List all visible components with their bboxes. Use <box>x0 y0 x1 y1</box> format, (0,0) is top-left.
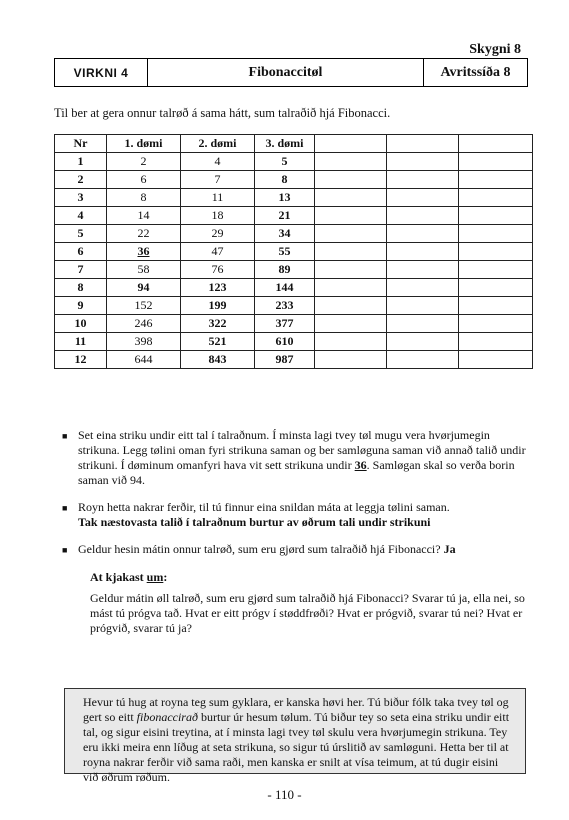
table-row <box>55 333 533 351</box>
value-cell: 21 <box>255 207 315 225</box>
empty-header <box>387 135 459 153</box>
value-cell: 2 <box>107 153 181 171</box>
col-header-2: 2. dømi <box>181 135 255 153</box>
value-cell: 246 <box>107 315 181 333</box>
empty-cell <box>315 297 387 315</box>
value-cell: 29 <box>181 225 255 243</box>
table-row <box>55 315 533 333</box>
value-cell: 58 <box>107 261 181 279</box>
value-cell: 55 <box>255 243 315 261</box>
empty-cell <box>459 279 533 297</box>
bullet-text: Geldur hesin mátin onnur talrøð, sum eru gjørd sum talraðið hjá Fibonacci? Ja <box>78 542 456 556</box>
empty-cell <box>459 189 533 207</box>
empty-cell <box>459 315 533 333</box>
table-row <box>55 279 533 297</box>
empty-cell <box>387 261 459 279</box>
empty-cell <box>387 207 459 225</box>
empty-header <box>459 135 533 153</box>
empty-cell <box>459 351 533 369</box>
table-row <box>55 207 533 225</box>
value-cell: 644 <box>107 351 181 369</box>
row-number-cell: 6 <box>55 243 107 261</box>
empty-cell <box>459 207 533 225</box>
page-title: Fibonaccitøl <box>248 64 323 80</box>
value-cell: 123 <box>181 279 255 297</box>
row-number-cell: 8 <box>55 279 107 297</box>
value-cell: 4 <box>181 153 255 171</box>
bullet-icon: ■ <box>62 545 68 555</box>
table-row <box>55 351 533 369</box>
value-cell: 76 <box>181 261 255 279</box>
empty-cell <box>315 225 387 243</box>
empty-cell <box>387 225 459 243</box>
table-row <box>55 243 533 261</box>
value-cell: 13 <box>255 189 315 207</box>
value-cell: 521 <box>181 333 255 351</box>
row-number-cell: 7 <box>55 261 107 279</box>
value-cell: 34 <box>255 225 315 243</box>
empty-cell <box>387 243 459 261</box>
empty-cell <box>459 243 533 261</box>
empty-cell <box>459 153 533 171</box>
empty-cell <box>315 207 387 225</box>
empty-cell <box>387 333 459 351</box>
value-cell: 6 <box>107 171 181 189</box>
col-header-3: 3. dømi <box>255 135 315 153</box>
value-cell: 843 <box>181 351 255 369</box>
bullet-item <box>62 500 532 530</box>
magician-box: Hevur tú hug at royna teg sum gyklara, er kanska høvi her. Tú biður fólk taka tvey tøl og gert so eitt fibonaccirað burtur úr hesum tølum. Tú biður tey so seta eina striku undir eitt tal, og sigur eisini treytina, at í minsta lagi tvey tøl skulu vera hvørjumegin strikuna. Tey eru ikki meira enn líðug at seta strikuna, so sigur tú úrslitið av samløguni. Hetta ber til at royna nakrar ferðir við sama raði, men kanska er snilt at vísa teimum, at tú dugir eisini við øðrum røðum. <box>64 688 526 774</box>
empty-header <box>315 135 387 153</box>
value-cell: 47 <box>181 243 255 261</box>
empty-cell <box>315 351 387 369</box>
table-row <box>55 261 533 279</box>
bullet-icon: ■ <box>62 503 68 513</box>
row-number-cell: 5 <box>55 225 107 243</box>
value-cell: 14 <box>107 207 181 225</box>
value-cell: 89 <box>255 261 315 279</box>
value-cell: 22 <box>107 225 181 243</box>
number-table <box>54 134 533 369</box>
bullet-icon: ■ <box>62 431 68 441</box>
empty-cell <box>315 333 387 351</box>
page-number: - 110 - <box>267 787 302 802</box>
table-row <box>55 189 533 207</box>
empty-cell <box>387 297 459 315</box>
value-cell: 7 <box>181 171 255 189</box>
bullet-text: Set eina striku undir eitt tal í talraðnum. Í minsta lagi tvey tøl mugu vera hvørjumegin strikuna. Legg tølini oman fyri strikuna saman og ber samløguna saman við annað talið undir strikuni. Í døminum omanfyri hava vit sett strikuna undir 36. Samløgan skal so verða borin saman við 94. <box>78 428 526 487</box>
empty-cell <box>315 261 387 279</box>
sheet-label: Avritssíða 8 <box>423 59 527 86</box>
row-number-cell: 10 <box>55 315 107 333</box>
row-number-cell: 12 <box>55 351 107 369</box>
table-row <box>55 297 533 315</box>
table-row <box>55 225 533 243</box>
value-cell: 8 <box>107 189 181 207</box>
empty-cell <box>315 243 387 261</box>
value-cell: 152 <box>107 297 181 315</box>
skygni-label: Skygni 8 <box>469 42 521 57</box>
intro-text: Til ber at gera onnur talrøð á sama hátt, sum talraðið hjá Fibonacci. <box>54 106 391 120</box>
value-cell: 8 <box>255 171 315 189</box>
instructions <box>62 428 532 570</box>
empty-cell <box>315 171 387 189</box>
row-number-cell: 3 <box>55 189 107 207</box>
empty-cell <box>315 315 387 333</box>
bullet-item <box>62 542 532 558</box>
empty-cell <box>387 279 459 297</box>
empty-cell <box>315 153 387 171</box>
col-header-nr: Nr <box>55 135 107 153</box>
value-cell: 199 <box>181 297 255 315</box>
empty-cell <box>387 171 459 189</box>
bullet-text: Royn hetta nakrar ferðir, til tú finnur eina snildan máta at leggja tølini saman. Tak næstovasta talið í talraðnum burtur av øðrum tali undir strikuni <box>78 500 450 529</box>
empty-cell <box>459 333 533 351</box>
value-cell: 18 <box>181 207 255 225</box>
table-row <box>55 171 533 189</box>
discussion-section <box>90 570 530 636</box>
value-cell: 11 <box>181 189 255 207</box>
value-cell: 5 <box>255 153 315 171</box>
discussion-title: At kjakast um: <box>90 570 168 584</box>
value-cell: 377 <box>255 315 315 333</box>
value-cell: 94 <box>107 279 181 297</box>
empty-cell <box>387 315 459 333</box>
section-label: VIRKNI 4 <box>55 59 148 86</box>
empty-cell <box>387 189 459 207</box>
row-number-cell: 4 <box>55 207 107 225</box>
empty-cell <box>315 279 387 297</box>
empty-cell <box>459 171 533 189</box>
value-cell: 144 <box>255 279 315 297</box>
row-number-cell: 1 <box>55 153 107 171</box>
value-cell: 233 <box>255 297 315 315</box>
col-header-1: 1. dømi <box>107 135 181 153</box>
empty-cell <box>459 225 533 243</box>
discussion-text: Geldur mátin øll talrøð, sum eru gjørd sum talraðið hjá Fibonacci? Svarar tú ja, ella nei, so mást tú prógva tað. Hvat er eitt prógv í støddfrøði? Hvat er prógvið, svarar tú nei? Hvat er prógvið, svarar tú ja? <box>90 591 525 635</box>
bullet-item <box>62 428 532 488</box>
empty-cell <box>387 351 459 369</box>
table-row <box>55 153 533 171</box>
value-cell: 610 <box>255 333 315 351</box>
row-number-cell: 2 <box>55 171 107 189</box>
row-number-cell: 11 <box>55 333 107 351</box>
row-number-cell: 9 <box>55 297 107 315</box>
value-cell: 36 <box>107 243 181 261</box>
header-bar <box>54 58 528 87</box>
value-cell: 987 <box>255 351 315 369</box>
value-cell: 322 <box>181 315 255 333</box>
empty-cell <box>459 261 533 279</box>
value-cell: 398 <box>107 333 181 351</box>
empty-cell <box>315 189 387 207</box>
empty-cell <box>459 297 533 315</box>
empty-cell <box>387 153 459 171</box>
table-header-row <box>55 135 533 153</box>
